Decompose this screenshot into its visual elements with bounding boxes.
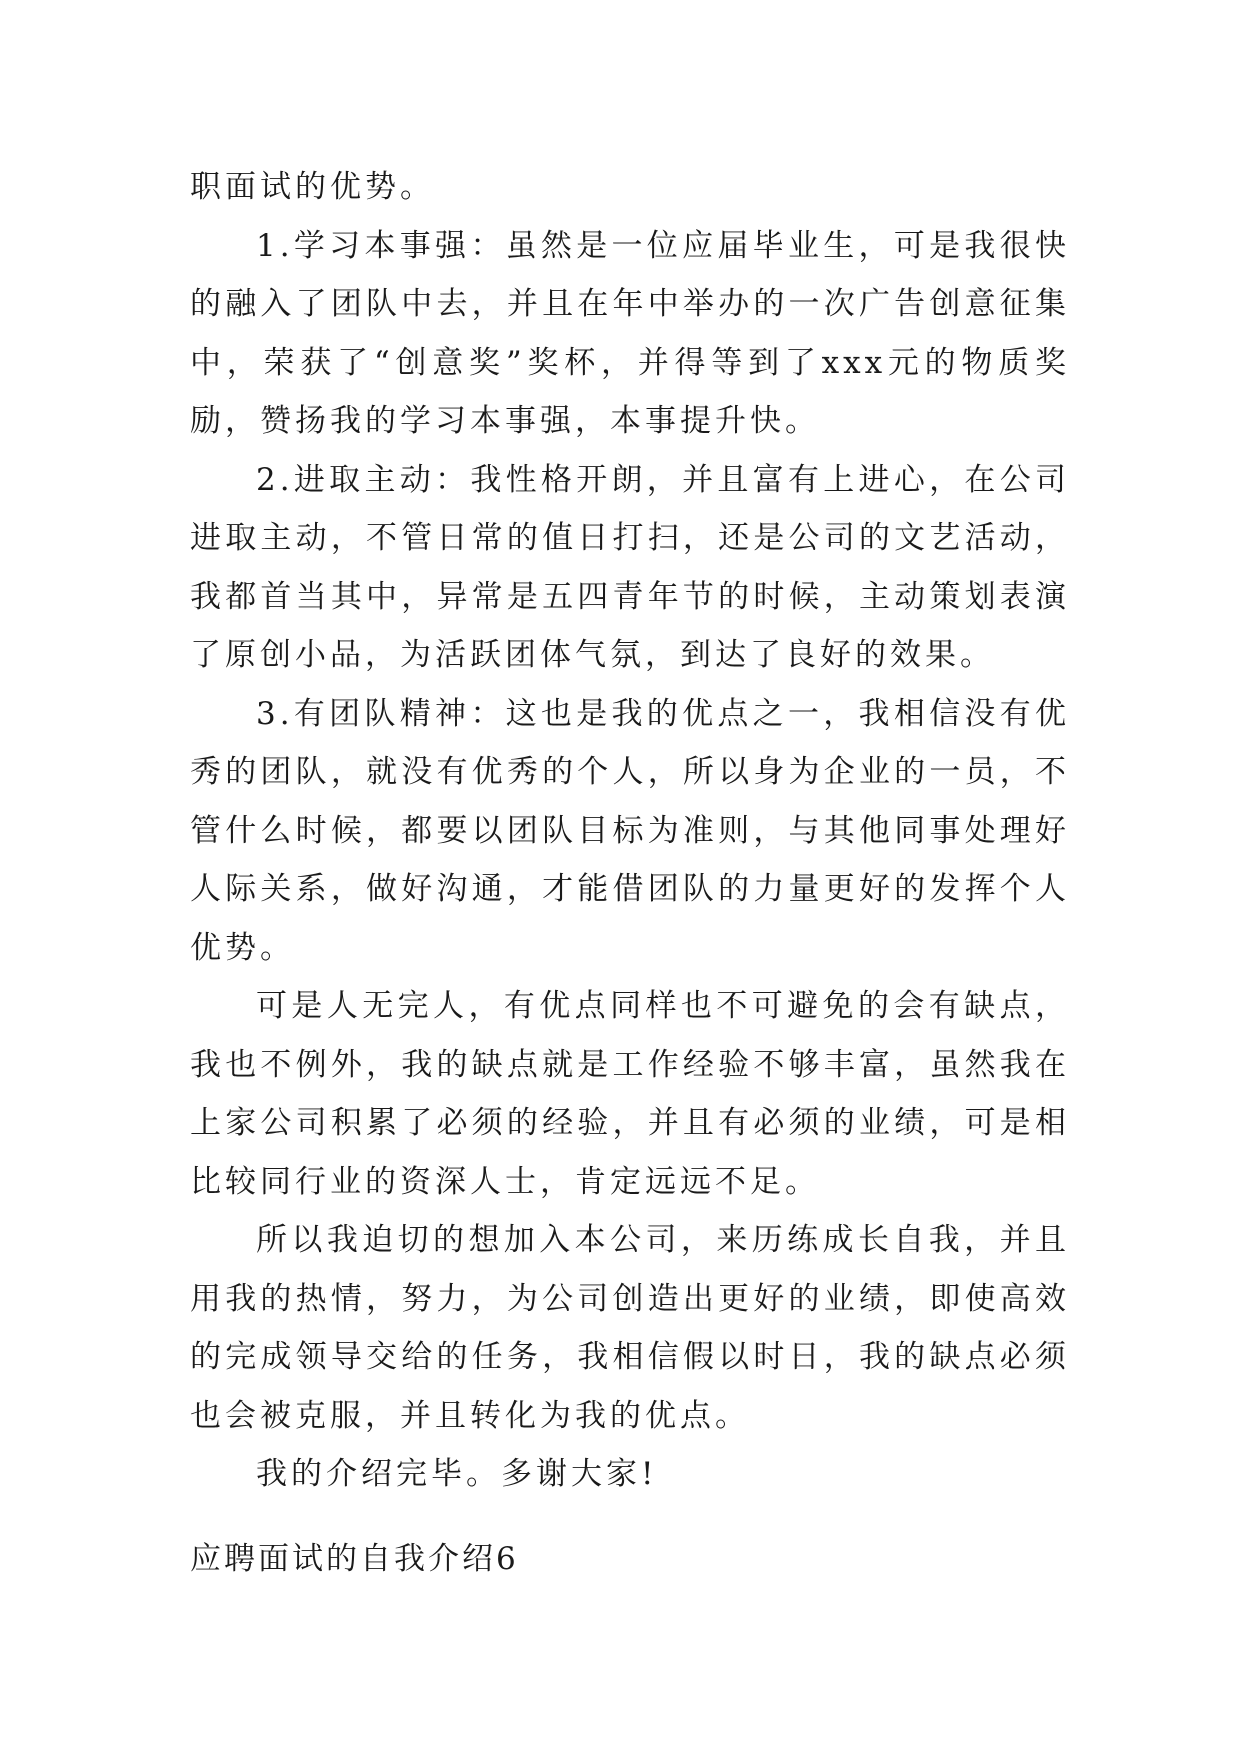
- document-body: [190, 158, 1070, 1504]
- paragraph-initiative: 2.进取主动：我性格开朗，并且富有上进心，在公司进取主动，不管日常的值日打扫，还是公司的文艺活动，我都首当其中，异常是五四青年节的时候，主动策划表演了原创小品，为活跃团体气氛，到达了良好的效果。: [190, 461, 1070, 673]
- paragraph-closing: 我的介绍完毕。多谢大家!: [256, 1456, 658, 1492]
- continuation-text: 职面试的优势。: [190, 169, 435, 205]
- paragraph-learning-ability: 1.学习本事强：虽然是一位应届毕业生，可是我很快的融入了团队中去，并且在年中举办的一次广告创意征集中，荣获了“创意奖”奖杯，并得等到了xxx元的物质奖励，赞扬我的学习本事强，本事提升快。: [190, 227, 1070, 439]
- paragraph-motivation: 所以我迫切的想加入本公司，来历练成长自我，并且用我的热情，努力，为公司创造出更好的业绩，即使高效的完成领导交给的任务，我相信假以时日，我的缺点必须也会被克服，并且转化为我的优点。: [190, 1222, 1070, 1434]
- paragraph-shortcomings: 可是人无完人，有优点同样也不可避免的会有缺点，我也不例外，我的缺点就是工作经验不够丰富，虽然我在上家公司积累了必须的经验，并且有必须的业绩，可是相比较同行业的资深人士，肯定远远不足。: [190, 988, 1070, 1200]
- paragraph-team-spirit: 3.有团队精神：这也是我的优点之一，我相信没有优秀的团队，就没有优秀的个人，所以身为企业的一员，不管什么时候，都要以团队目标为准则，与其他同事处理好人际关系，做好沟通，才能借团队的力量更好的发挥个人优势。: [190, 695, 1070, 966]
- section-heading: 应聘面试的自我介绍6: [190, 1541, 519, 1577]
